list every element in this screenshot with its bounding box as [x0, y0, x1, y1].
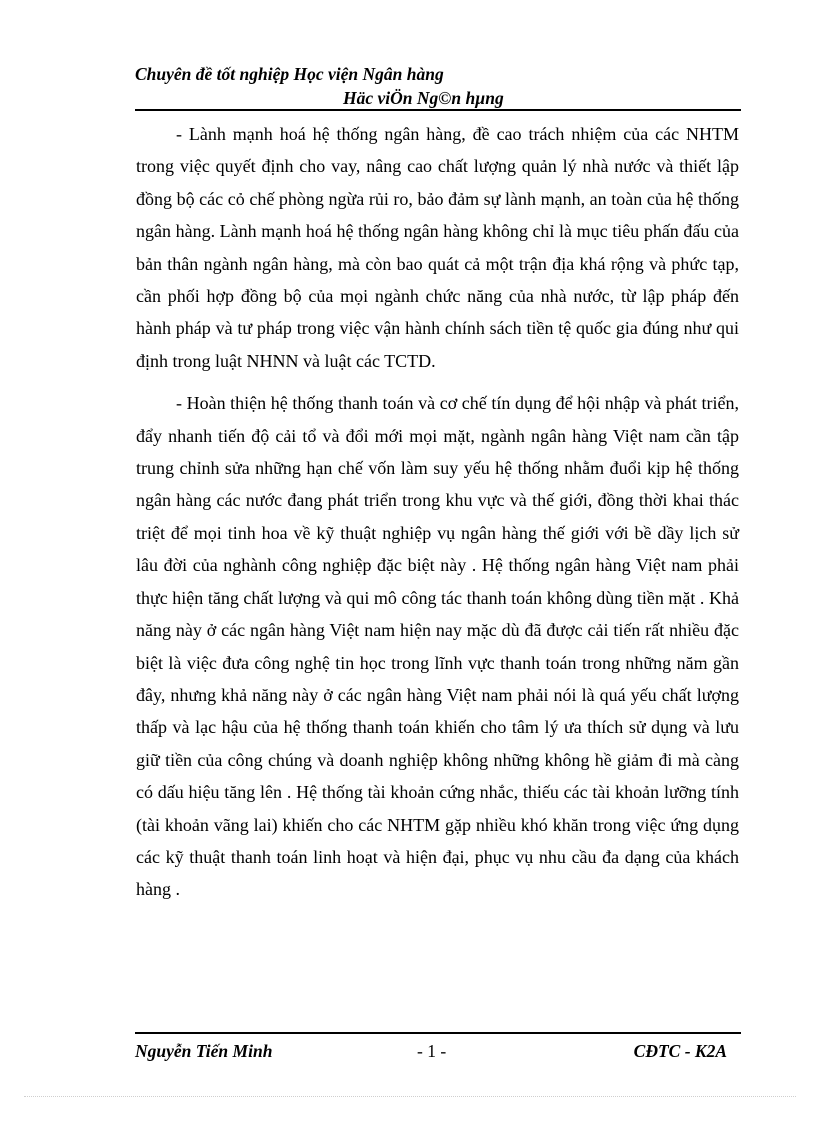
- footer-divider: [135, 1032, 741, 1034]
- header-institution-garbled: Häc viÖn Ng©n hµng: [343, 88, 504, 108]
- paragraph-2: - Hoàn thiện hệ thống thanh toán và cơ chế tín dụng để hội nhập và phát triển, đẩy nhanh tiến độ cải tổ và đổi mới mọi mặt, ngành ngân hàng Việt nam cần tập trung chỉnh sửa những hạn chế vốn làm suy yếu hệ thống nhằm đuổi kịp hệ thống ngân hàng các nước đang phát triển trong khu vực và thế giới, đồng thời khai thác triệt để mọi tinh hoa về kỹ thuật nghiệp vụ ngân hàng thế giới với bề dầy lịch sử lâu đời của nghành công nghiệp đặc biệt này . Hệ thống ngân hàng Việt nam phải thực hiện tăng chất lượng và qui mô công tác thanh toán không dùng tiền mặt . Khả năng này ở các ngân hàng Việt nam hiện nay mặc dù đã được cải tiến rất nhiều đặc biệt là việc đưa công nghệ tin học trong lĩnh vực thanh toán trong những năm gần đây, nhưng khả năng này ở các ngân hàng Việt nam phải nói là quá yếu chất lượng thấp và lạc hậu của hệ thống thanh toán khiến cho tâm lý ưa thích sử dụng và lưu giữ tiền của công chúng và doanh nghiệp không những không hề giảm đi mà càng có dấu hiệu tăng lên . Hệ thống tài khoản cứng nhắc, thiếu các tài khoản lưỡng tính (tài khoản vãng lai) khiến cho các NHTM gặp nhiều khó khăn trong việc ứng dụng các kỹ thuật thanh toán linh hoạt và hiện đại, phục vụ nhu cầu đa dạng của khách hàng .: [136, 393, 739, 900]
- page-edge-divider: [24, 1096, 796, 1097]
- header-divider: [135, 109, 741, 111]
- page-number: - 1 -: [417, 1041, 447, 1061]
- body-text: [136, 118, 739, 906]
- page-header: [135, 62, 741, 110]
- paragraph-1: - Lành mạnh hoá hệ thống ngân hàng, đề cao trách nhiệm của các NHTM trong việc quyết định cho vay, nâng cao chất lượng quản lý nhà nước và thiết lập đồng bộ các cỏ chế phòng ngừa rủi ro, bảo đảm sự lành mạnh, an toàn của hệ thống ngân hàng. Lành mạnh hoá hệ thống ngân hàng không chỉ là mục tiêu phấn đấu của bản thân ngành ngân hàng, mà còn bao quát cả một trận địa khá rộng và phức tạp, cần phối hợp đồng bộ của mọi ngành chức năng của nhà nước, từ lập pháp đến hành pháp và tư pháp trong việc vận hành chính sách tiền tệ quốc gia đúng như qui định trong luật NHNN và luật các TCTD.: [136, 124, 739, 371]
- page-footer: [135, 1039, 741, 1063]
- footer-author: Nguyễn Tiến Minh: [135, 1041, 273, 1061]
- footer-class-code: CĐTC - K2A: [633, 1041, 727, 1061]
- header-title: Chuyên đề tốt nghiệp Học viện Ngân hàng: [135, 64, 444, 84]
